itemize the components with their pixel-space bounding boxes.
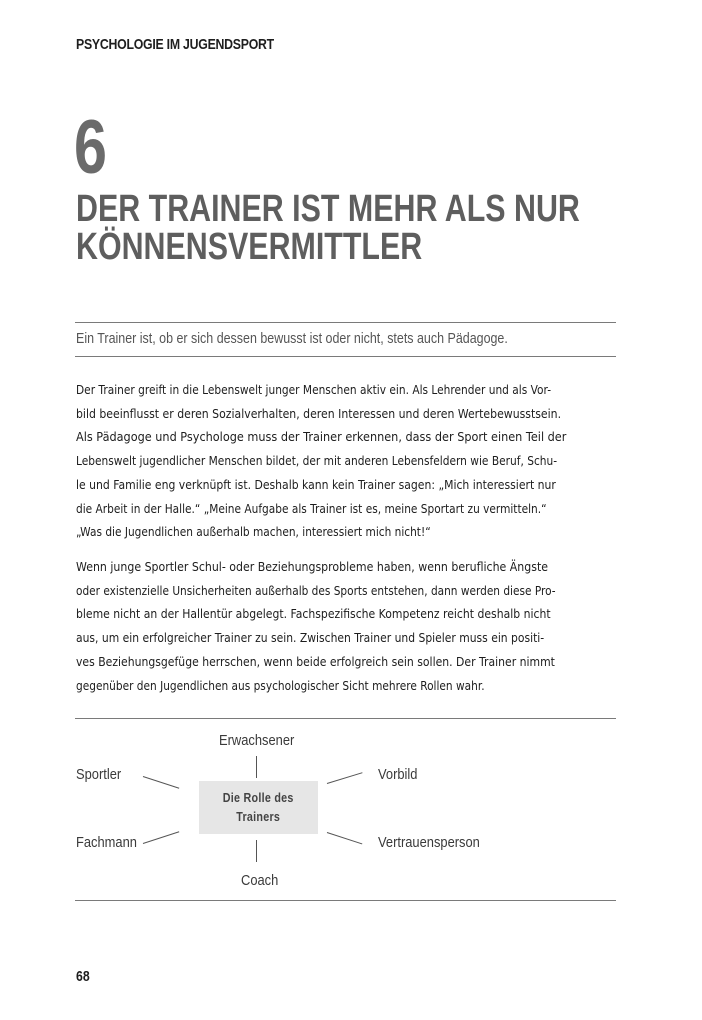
role-erwachsener: Erwachsener [219, 732, 295, 749]
text-line: bleme nicht an der Hallentür abgelegt. Fachspezifische Kompetenz reicht deshalb nicht [76, 606, 551, 622]
text-line: bild beeinflusst er deren Sozialverhalten, deren Interessen und deren Wertebewusstsein. [76, 405, 562, 421]
center-box [199, 781, 318, 834]
text-line: gegenüber den Jugendlichen aus psychologischer Sicht mehrere Rollen wahr. [76, 677, 485, 693]
text-line: oder existenzielle Unsicherheiten außerhalb des Sports entstehen, dann werden diese Pro- [76, 582, 556, 598]
lead-rule-top [75, 322, 616, 323]
center-box-line: Die Rolle des [223, 790, 294, 805]
diagram-rule-bottom [75, 900, 616, 901]
connector-bottom-left [143, 831, 179, 844]
running-head: PSYCHOLOGIE IM JUGENDSPORT [76, 36, 274, 53]
role-sportler: Sportler [76, 766, 122, 783]
chapter-title-line: KÖNNENSVERMITTLER [76, 226, 423, 268]
text-line: le und Familie eng verknüpft ist. Deshalb kann kein Trainer sagen: „Mich interessiert nur [76, 476, 556, 492]
text-line: Der Trainer greift in die Lebenswelt junger Menschen aktiv ein. Als Lehrender und als Vor- [76, 382, 552, 397]
connector-top-right [327, 772, 363, 784]
role-vertrauensperson: Vertrauensperson [378, 834, 480, 851]
role-fachmann: Fachmann [76, 834, 137, 851]
chapter-number: 6 [74, 105, 107, 190]
chapter-title [76, 190, 580, 266]
text-line: Wenn junge Sportler Schul- oder Beziehungsprobleme haben, wenn berufliche Ängste [76, 559, 549, 574]
body-paragraph-1 [76, 378, 617, 544]
connector-bottom-right [327, 832, 362, 844]
lead-text: Ein Trainer ist, ob er sich dessen bewusst ist oder nicht, stets auch Pädagoge. [76, 331, 508, 347]
text-line: ves Beziehungsgefüge herrschen, wenn beide erfolgreich sein sollen. Der Trainer nimmt [76, 653, 555, 669]
text-line: die Arbeit in der Halle.“ „Meine Aufgabe als Trainer ist es, meine Sportart zu vermitteln.“ [76, 500, 547, 516]
connector-top [256, 756, 257, 778]
center-box-line: Trainers [236, 809, 281, 824]
connector-bottom [256, 840, 257, 862]
diagram-rule-top [75, 718, 616, 719]
text-line: aus, um ein erfolgreicher Trainer zu sein. Zwischen Trainer und Spieler muss ein positi- [76, 630, 545, 646]
connector-top-left [143, 776, 179, 789]
body-paragraph-2 [76, 555, 617, 697]
text-line: Lebenswelt jugendlicher Menschen bildet, der mit anderen Lebensfeldern wie Beruf, Schu- [76, 453, 558, 469]
role-coach: Coach [241, 872, 279, 889]
lead-rule-bottom [75, 356, 616, 357]
text-line: „Was die Jugendlichen außerhalb machen, interessiert mich nicht!“ [76, 524, 431, 540]
role-vorbild: Vorbild [378, 766, 418, 783]
chapter-title-line: DER TRAINER IST MEHR ALS NUR [76, 188, 580, 230]
text-line: Als Pädagoge und Psychologe muss der Trainer erkennen, dass der Sport einen Teil der [76, 429, 567, 445]
page-number: 68 [76, 968, 90, 985]
